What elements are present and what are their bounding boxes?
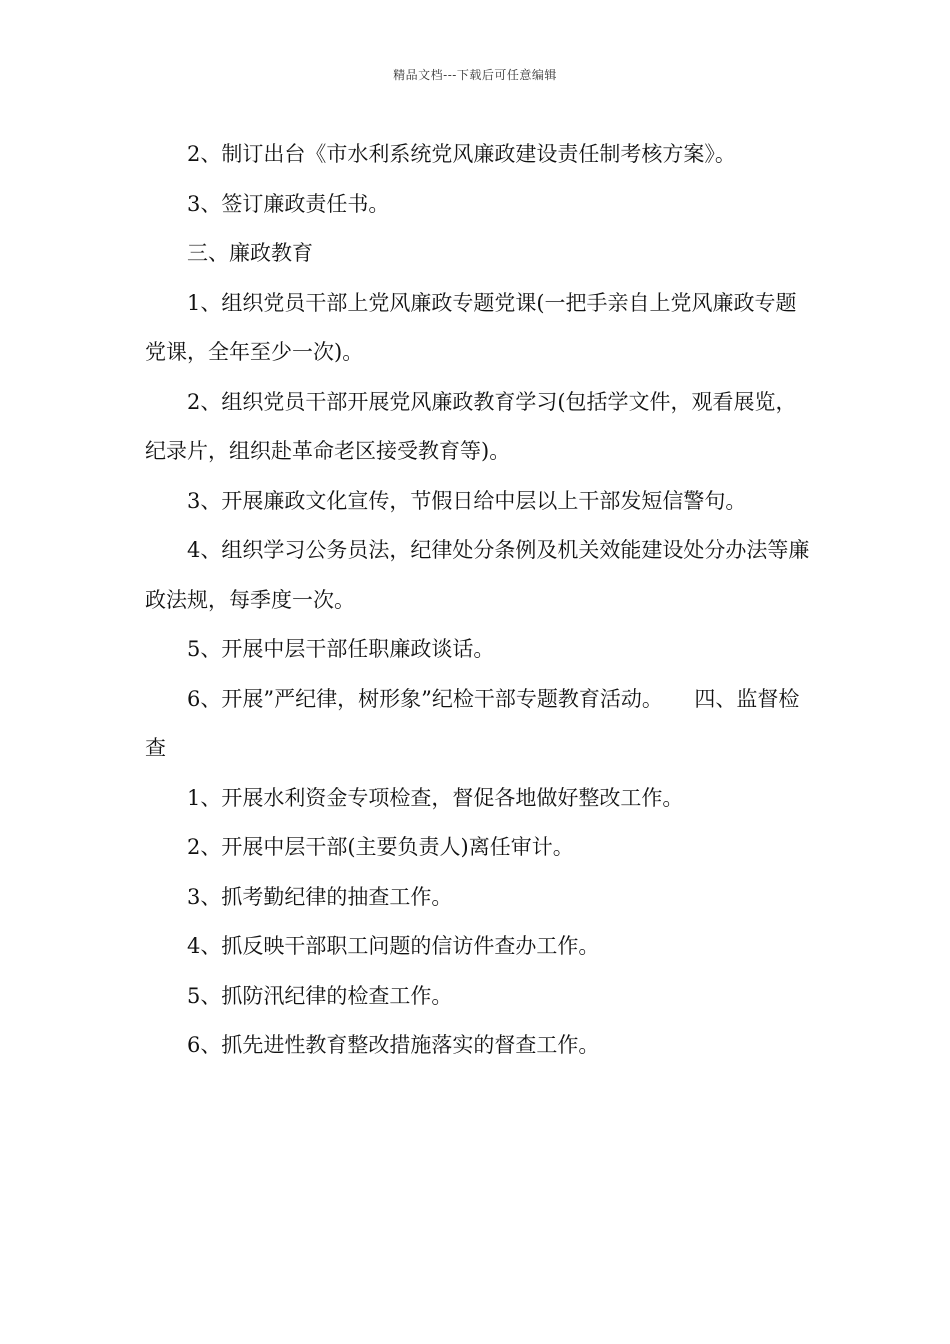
paragraph: 4、组织学习公务员法，纪律处分条例及机关效能建设处分办法等廉政法规，每季度一次。 — [145, 538, 810, 612]
document-body — [145, 130, 810, 1071]
paragraph: 4、抓反映干部职工问题的信访件查办工作。 — [187, 934, 600, 958]
paragraph: 5、开展中层干部任职廉政谈话。 — [187, 637, 495, 661]
paragraph: 6、抓先进性教育整改措施落实的督查工作。 — [187, 1033, 600, 1057]
paragraph: 6、开展”严纪律，树形象”纪检干部专题教育活动。 四、监督检查 — [145, 686, 800, 760]
section-heading: 三、廉政教育 — [187, 241, 313, 265]
paragraph: 3、抓考勤纪律的抽查工作。 — [187, 884, 453, 909]
paragraph: 3、签订廉政责任书。 — [187, 191, 390, 216]
page-header: 精品文档---下载后可任意编辑 — [393, 68, 557, 82]
paragraph: 2、制订出台《市水利系统党风廉政建设责任制考核方案》。 — [187, 142, 736, 166]
paragraph: 2、开展中层干部(主要负责人)离任审计。 — [187, 835, 574, 859]
paragraph: 3、开展廉政文化宣传，节假日给中层以上干部发短信警句。 — [187, 488, 747, 513]
paragraph: 5、抓防汛纪律的检查工作。 — [187, 983, 453, 1008]
paragraph: 2、组织党员干部开展党风廉政教育学习(包括学文件，观看展览，纪录片，组织赴革命老区接受教育等)。 — [145, 389, 797, 463]
paragraph: 1、开展水利资金专项检查，督促各地做好整改工作。 — [187, 785, 684, 810]
paragraph: 1、组织党员干部上党风廉政专题党课(一把手亲自上党风廉政专题党课，全年至少一次)。 — [145, 290, 797, 364]
